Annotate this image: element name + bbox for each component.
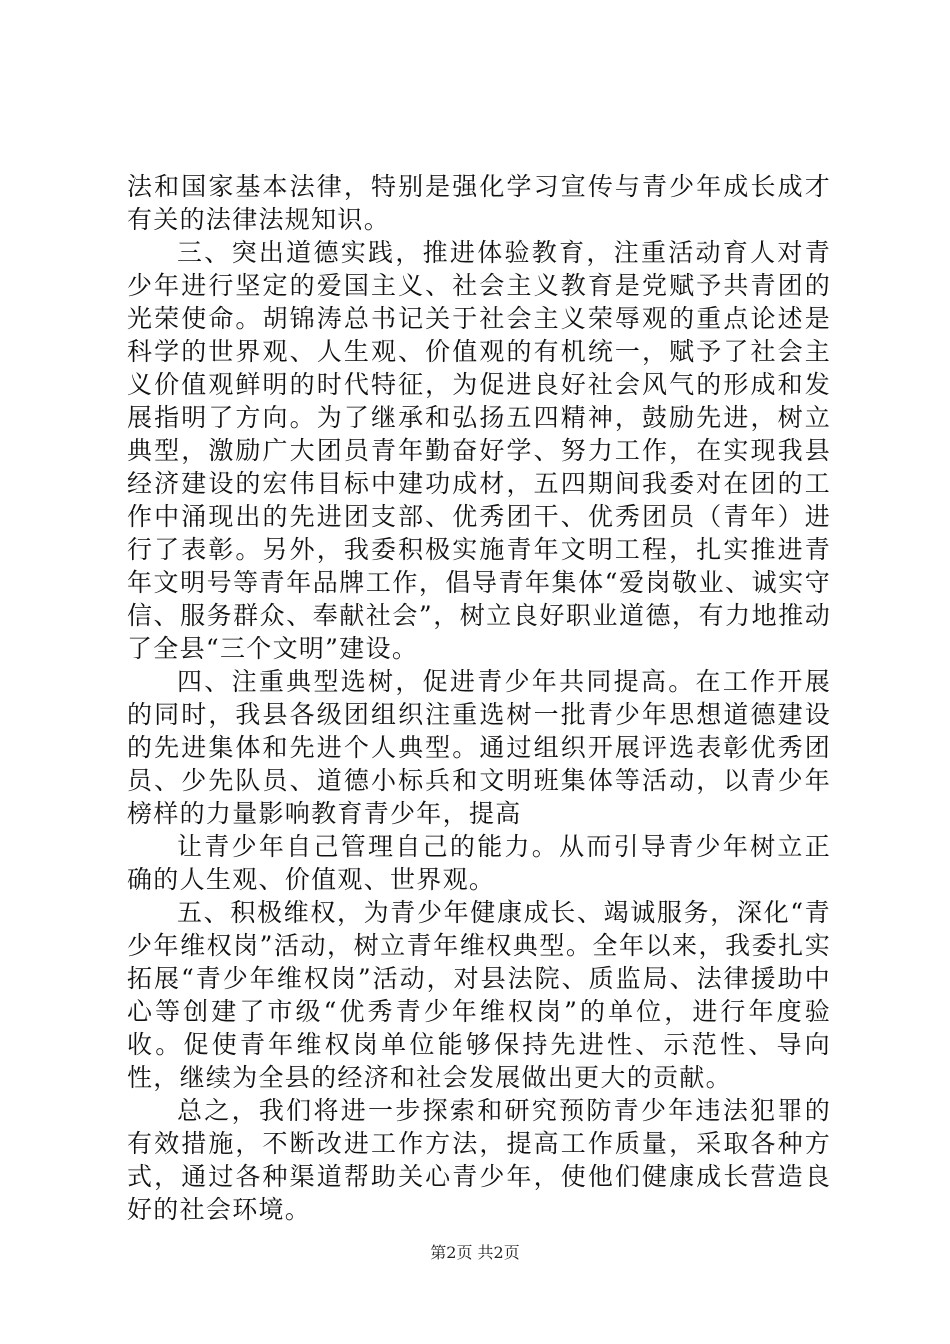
paragraph-rights-protection: 五、积极维权，为青少年健康成长、竭诚服务，深化“青少年维权岗”活动，树立青年维权典型。全年以来，我委扎实拓展“青少年维权岗”活动，对县法院、质监局、法律援助中心等创建了市级“优秀青少年维权岗”的单位，进行年度验收。促使青年维权岗单位能够保持先进性、示范性、导向性，继续为全县的经济和社会发展做出更大的贡献。 [127,898,831,1092]
paragraph-moral-practice: 三、突出道德实践，推进体验教育，注重活动育人对青少年进行坚定的爱国主义、社会主义教育是党赋予共青团的光荣使命。胡锦涛总书记关于社会主义荣辱观的重点论述是科学的世界观、人生观、价值观的有机统一，赋予了社会主义价值观鲜明的时代特征，为促进良好社会风气的形成和发展指明了方向。为了继承和弘扬五四精神，鼓励先进，树立典型，激励广大团员青年勤奋好学、努力工作，在实现我县经济建设的宏伟目标中建功成材，五四期间我委对在团的工作中涌现出的先进团支部、优秀团干、优秀团员（青年）进行了表彰。另外，我委积极实施青年文明工程，扎实推进青年文明号等青年品牌工作，倡导青年集体“爱岗敬业、诚实守信、服务群众、奉献社会”，树立良好职业道德，有力地推动了全县“三个文明”建设。 [127,238,831,663]
page-number-footer: 第2页 共2页 [430,1243,520,1262]
paragraph-law-knowledge: 法和国家基本法律，特别是强化学习宣传与青少年成长成才有关的法律法规知识。 [127,172,831,234]
paragraph-self-management: 让青少年自己管理自己的能力。从而引导青少年树立正确的人生观、价值观、世界观。 [127,832,831,894]
paragraph-model-selection: 四、注重典型选树，促进青少年共同提高。在工作开展的同时，我县各级团组织注重选树一批青少年思想道德建设的先进集体和先进个人典型。通过组织开展评选表彰优秀团员、少先队员、道德小标兵和文明班集体等活动，以青少年榜样的力量影响教育青少年，提高 [127,667,831,828]
paragraph-conclusion: 总之，我们将进一步探索和研究预防青少年违法犯罪的有效措施，不断改进工作方法，提高工作质量，采取各种方式，通过各种渠道帮助关心青少年，使他们健康成长营造良好的社会环境。 [127,1096,831,1224]
document-body [127,170,831,1226]
